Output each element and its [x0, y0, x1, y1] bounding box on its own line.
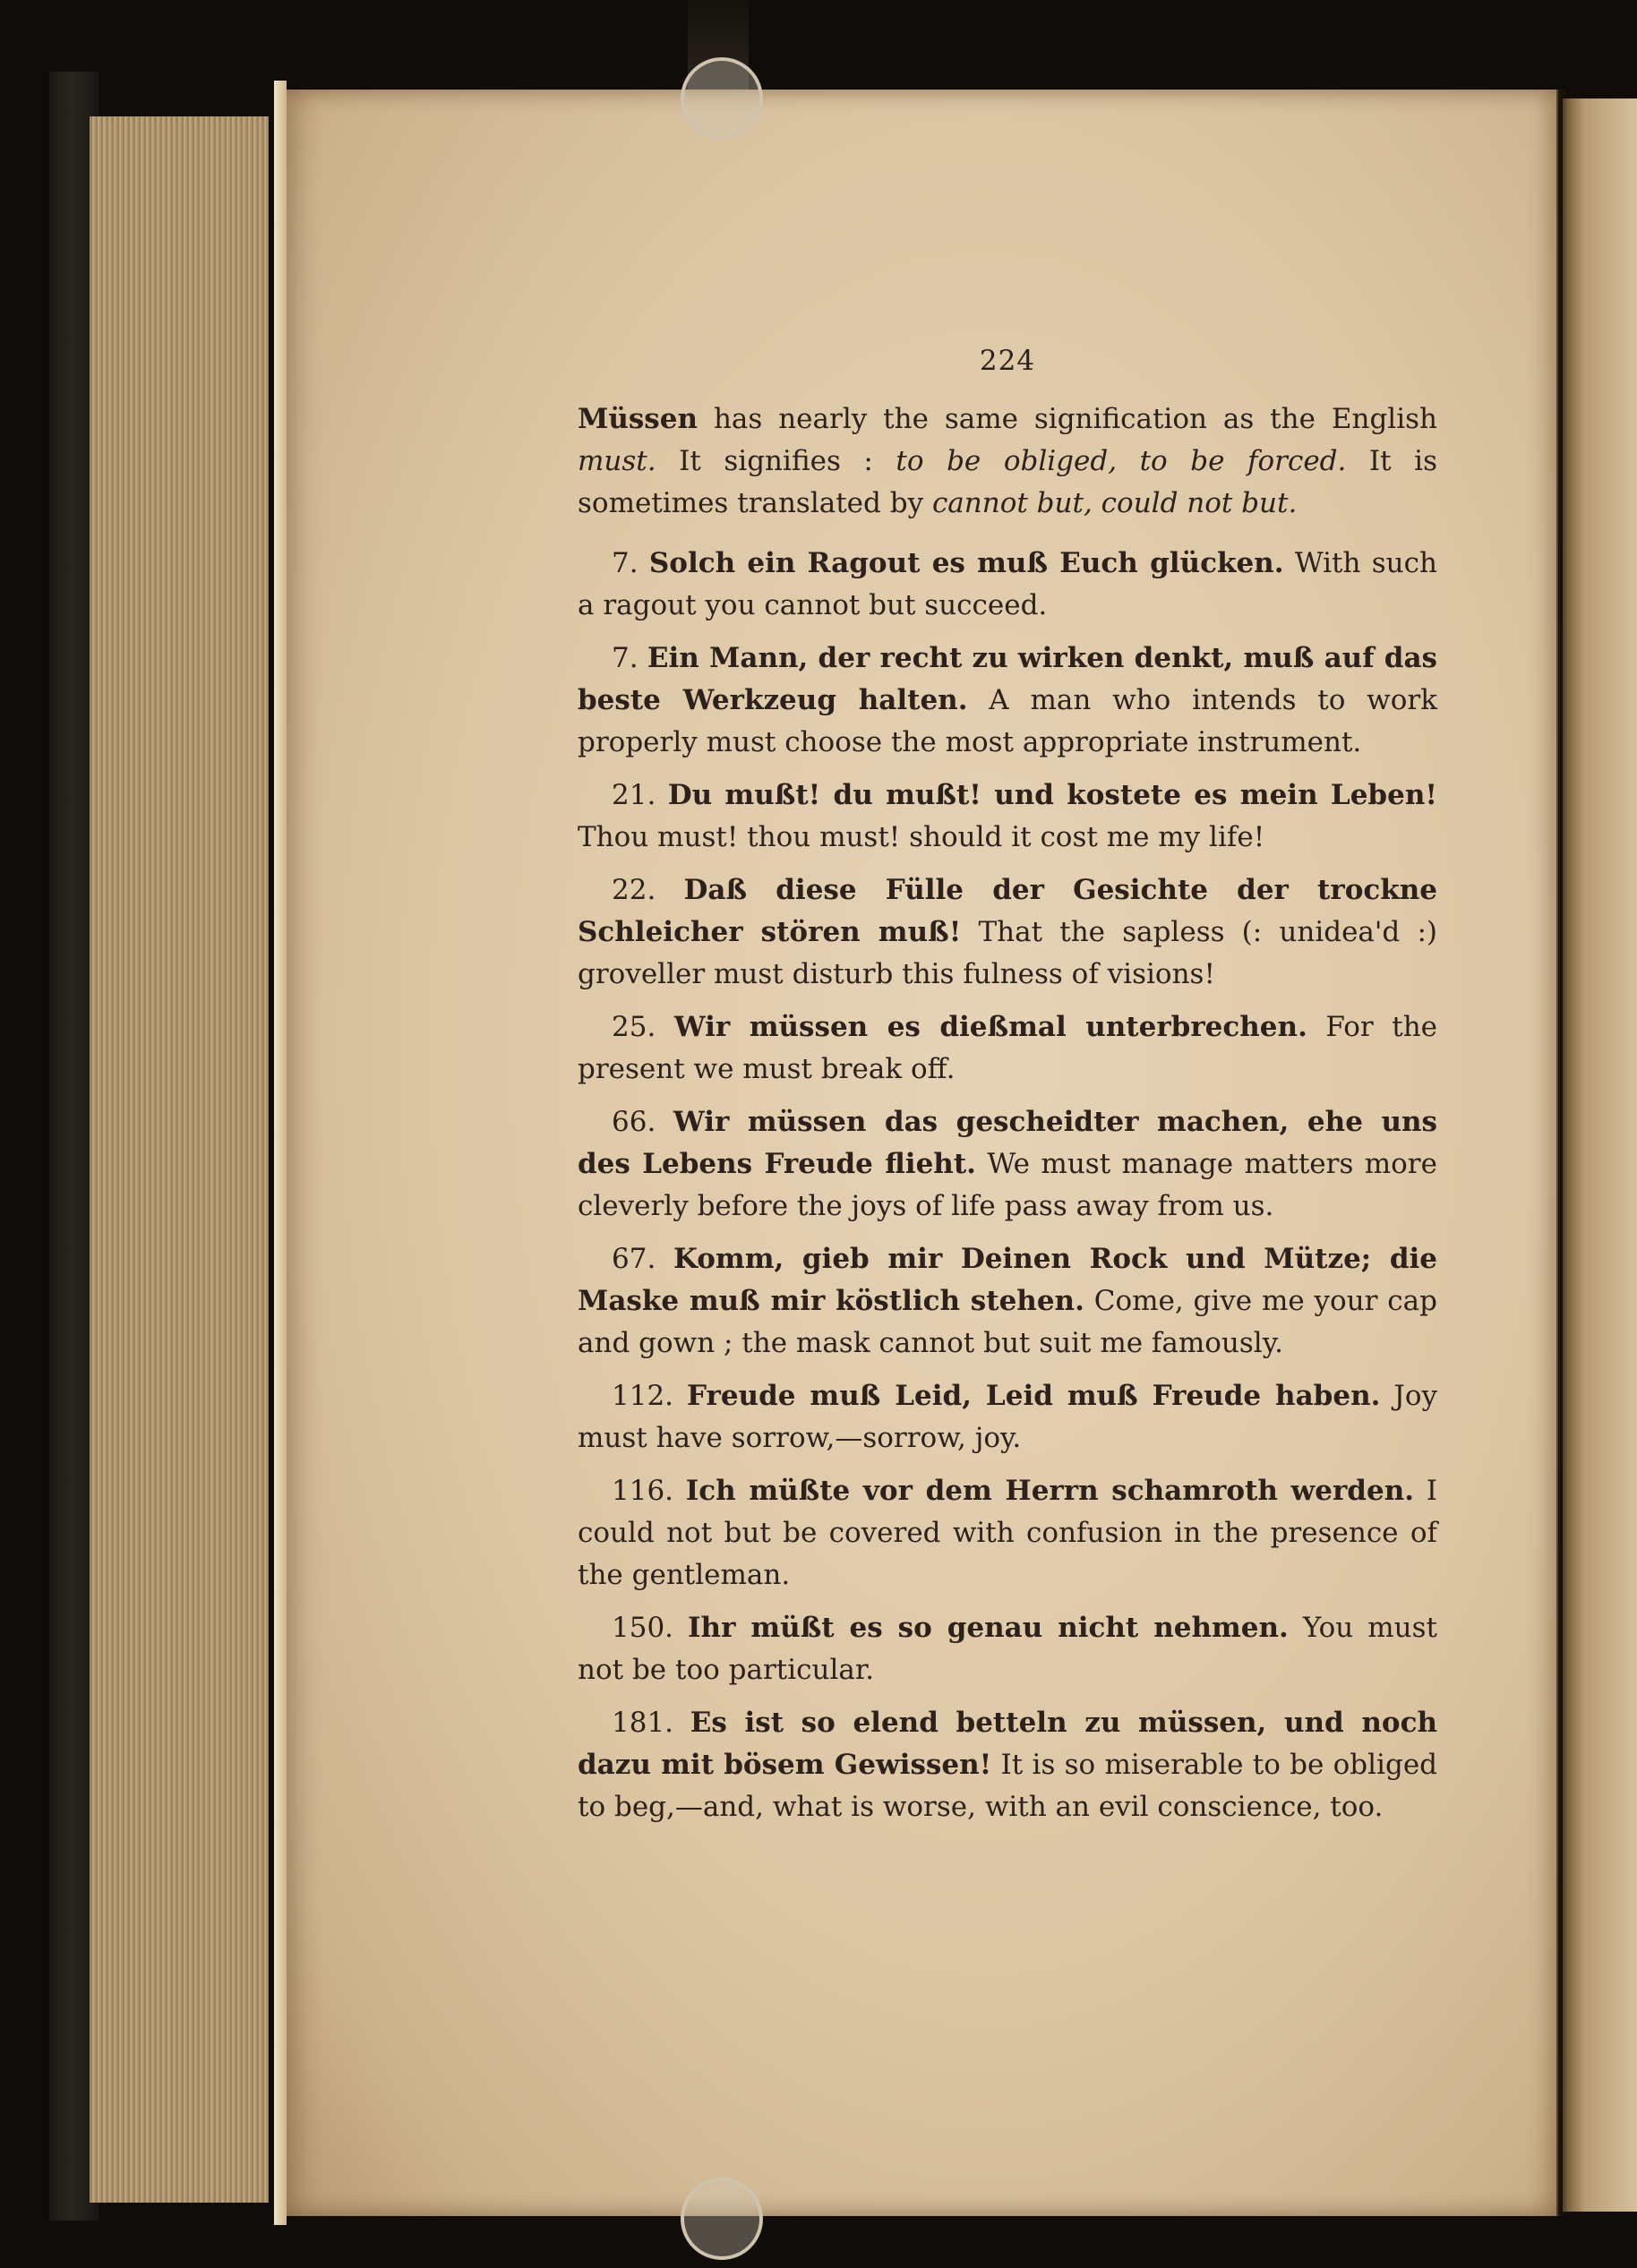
intro-text-3: It is sometimes translated by — [578, 445, 1437, 519]
example-entry — [578, 1375, 1437, 1459]
page-text — [578, 340, 1437, 1839]
entry-english: Come, give me your cap and gown ; the mask cannot but suit me famously. — [578, 1285, 1437, 1359]
entry-english: For the present we must break off. — [578, 1011, 1438, 1085]
example-entry — [578, 1702, 1437, 1828]
gutter-shadow — [1556, 90, 1569, 2216]
entry-english: A man who intends to work properly must choose the most appropriate instrument. — [578, 684, 1437, 758]
entry-number: 67. — [612, 1243, 656, 1275]
entry-number: 7. — [612, 547, 639, 579]
entry-english: Joy must have sorrow,—sorrow, joy. — [578, 1380, 1438, 1454]
entry-number: 21. — [612, 779, 656, 811]
entry-number: 181. — [612, 1707, 674, 1739]
entry-german: Es ist so elend betteln zu müssen, und noch dazu mit bösem Gewissen! — [578, 1707, 1438, 1781]
entry-number: 66. — [612, 1106, 656, 1138]
entry-number: 22. — [612, 874, 656, 906]
entry-english: We must manage matters more cleverly before the joys of life pass away from us. — [578, 1148, 1437, 1222]
entry-english: With such a ragout you cannot but succeed. — [578, 547, 1437, 621]
page-stack-edges — [90, 116, 269, 2203]
entry-english: Thou must! thou must! should it cost me my life! — [578, 821, 1265, 853]
entry-english: That the sapless (: unidea'd :) groveller must disturb this fulness of visions! — [578, 916, 1437, 990]
intro-italic-2: to be obliged, to be forced. — [896, 445, 1347, 477]
intro-italic-3: cannot but, could not but. — [931, 487, 1298, 519]
entry-german: Ich müßte vor dem Herrn schamroth werden. — [685, 1475, 1415, 1507]
entry-number: 112. — [612, 1380, 674, 1412]
facing-page-edge — [1563, 98, 1637, 2212]
entry-german: Ein Mann, der recht zu wirken denkt, muß auf das beste Werkzeug halten. — [578, 642, 1437, 716]
entry-german: Freude muß Leid, Leid muß Freude haben. — [687, 1380, 1381, 1412]
example-entry — [578, 1607, 1437, 1691]
example-entry — [578, 1006, 1437, 1091]
entry-german: Komm, gieb mir Deinen Rock und Mütze; die Maske muß mir köstlich stehen. — [578, 1243, 1437, 1317]
entry-german: Ihr müßt es so genau nicht nehmen. — [688, 1612, 1289, 1644]
entry-german: Solch ein Ragout es muß Euch glücken. — [648, 547, 1284, 579]
intro-paragraph — [578, 398, 1437, 525]
example-entry — [578, 775, 1437, 859]
bottom-page-clip — [681, 2178, 763, 2260]
entry-english: I could not but be covered with confusion in the presence of the gentleman. — [578, 1475, 1437, 1591]
intro-italic-1: must. — [578, 445, 656, 477]
entry-english: You must not be too particular. — [578, 1612, 1438, 1686]
example-entry — [578, 1238, 1437, 1365]
entry-number: 116. — [612, 1475, 674, 1507]
entry-english: It is so miserable to be obliged to beg,—and, what is worse, with an evil conscience, too. — [578, 1749, 1438, 1823]
example-entry — [578, 1101, 1437, 1228]
entry-german: Wir müssen das gescheidter machen, ehe uns des Lebens Freude flieht. — [578, 1106, 1437, 1180]
intro-text-1: has nearly the same signification as the English — [698, 403, 1437, 435]
example-entry — [578, 543, 1437, 627]
entry-german: Daß diese Fülle der Gesichte der trockne Schleicher stören muß! — [578, 874, 1437, 948]
entry-number: 25. — [612, 1011, 656, 1043]
page-number: 224 — [979, 345, 1036, 377]
entry-number: 150. — [612, 1612, 674, 1644]
entry-number: 7. — [612, 642, 639, 674]
entry-german: Du mußt! du mußt! und kostete es mein Leben! — [667, 779, 1437, 811]
example-entry — [578, 869, 1437, 996]
top-page-clip — [681, 57, 763, 140]
intro-german-word: Müssen — [578, 403, 699, 435]
example-entry — [578, 638, 1437, 764]
entry-german: Wir müssen es dießmal unterbrechen. — [673, 1011, 1307, 1043]
intro-text-2: It signifies : — [656, 445, 896, 477]
example-entry — [578, 1470, 1437, 1596]
